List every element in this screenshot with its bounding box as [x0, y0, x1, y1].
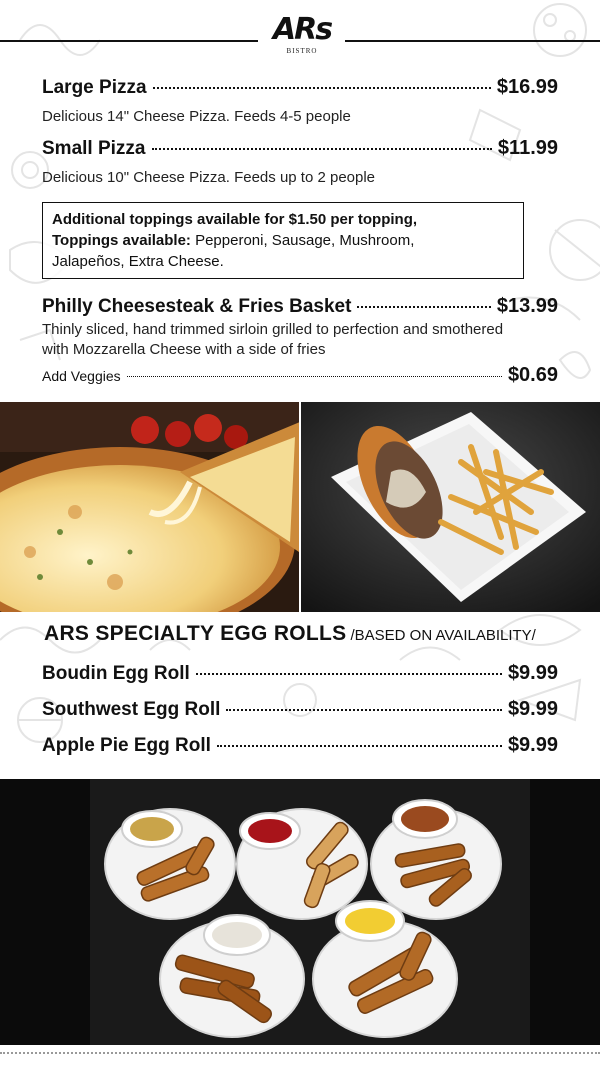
item-price: $9.99	[507, 734, 558, 756]
dot-leader	[152, 148, 492, 150]
item-price: $9.99	[507, 698, 558, 720]
toppings-list-2: Jalapeños, Extra Cheese.	[52, 253, 224, 270]
dot-leader	[226, 709, 502, 711]
philly-photo	[301, 402, 600, 612]
logo-subtitle: BISTRO	[286, 47, 318, 55]
dot-leader	[357, 306, 490, 308]
item-description: Delicious 14" Cheese Pizza. Feeds 4-5 people	[42, 108, 351, 125]
item-name: Small Pizza	[42, 138, 146, 159]
item-name: Southwest Egg Roll	[42, 699, 221, 720]
item-description	[42, 320, 572, 360]
item-name: Large Pizza	[42, 77, 147, 98]
addon-price: $0.69	[507, 364, 558, 386]
specialty-heading	[44, 622, 536, 646]
dot-leader	[217, 745, 502, 747]
pizza-photo	[0, 402, 299, 612]
item-name: Philly Cheesesteak & Fries Basket	[42, 296, 352, 317]
item-price: $13.99	[496, 295, 558, 317]
dot-leader	[153, 87, 491, 89]
header-rule-left	[0, 40, 258, 42]
menu-item-apple-pie-egg-roll	[42, 734, 558, 757]
header-rule-right	[345, 40, 600, 42]
toppings-label: Toppings available:	[52, 232, 191, 249]
menu-item-small-pizza	[42, 137, 558, 160]
menu-addon-veggies	[42, 364, 558, 387]
toppings-list-1: Pepperoni, Sausage, Mushroom,	[190, 232, 415, 249]
logo-mark: ARs	[272, 12, 332, 47]
toppings-headline: Additional toppings available for $1.50 per topping,	[52, 211, 418, 228]
menu-item-philly	[42, 295, 558, 318]
menu-item-boudin-egg-roll	[42, 662, 558, 685]
item-price: $9.99	[507, 662, 558, 684]
brand-logo	[262, 14, 342, 60]
item-price: $16.99	[496, 76, 558, 98]
section-note: /BASED ON AVAILABILITY/	[350, 627, 536, 644]
description-line-2: with Mozzarella Cheese with a side of fries	[42, 341, 326, 358]
item-description: Delicious 10" Cheese Pizza. Feeds up to 2 people	[42, 169, 376, 186]
item-name: Boudin Egg Roll	[42, 663, 190, 684]
addon-name: Add Veggies	[42, 368, 121, 384]
dot-leader	[127, 376, 502, 377]
item-name: Apple Pie Egg Roll	[42, 735, 211, 756]
section-title: ARS SPECIALTY EGG ROLLS	[44, 622, 347, 645]
menu-item-large-pizza	[42, 76, 558, 99]
menu-item-southwest-egg-roll	[42, 698, 558, 721]
item-price: $11.99	[497, 137, 558, 159]
header	[0, 14, 600, 64]
dot-leader	[196, 673, 502, 675]
description-line-1: Thinly sliced, hand trimmed sirloin grilled to perfection and smothered	[42, 321, 504, 338]
footer-rule	[0, 1052, 600, 1054]
egg-rolls-photo	[0, 779, 600, 1045]
toppings-box	[42, 202, 524, 279]
